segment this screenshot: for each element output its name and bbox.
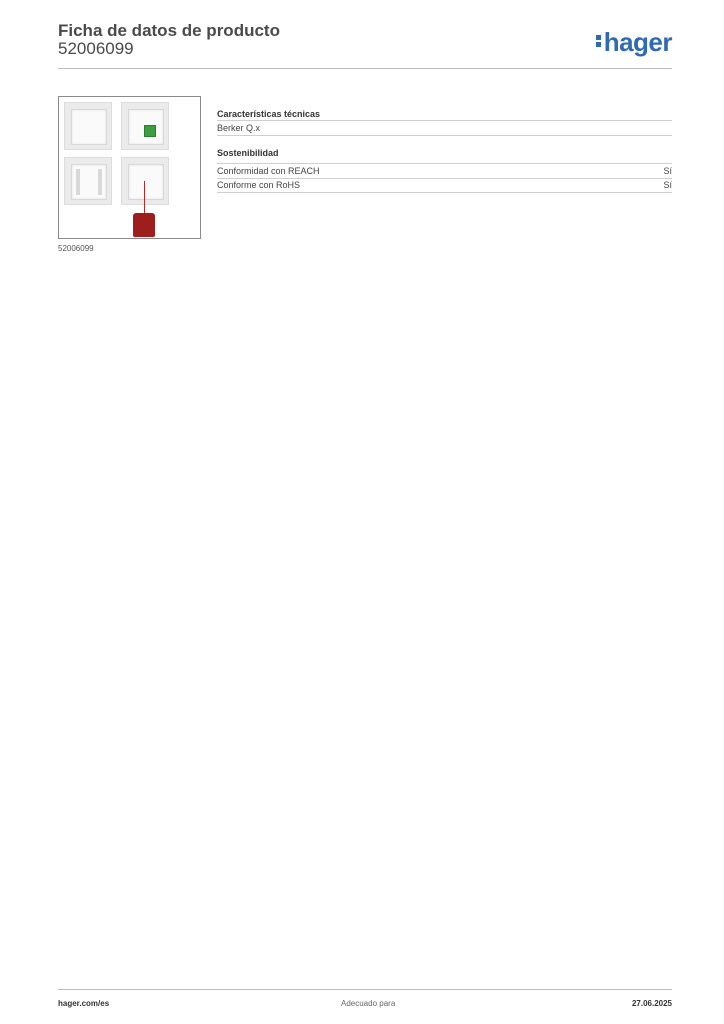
switch-plain-image bbox=[64, 102, 112, 150]
row-value: Sí bbox=[663, 180, 672, 190]
page-title: Ficha de datos de producto bbox=[58, 21, 280, 40]
logo-dots-icon bbox=[596, 33, 602, 49]
table-row bbox=[217, 178, 672, 193]
footer-date: 27.06.2025 bbox=[631, 999, 672, 1008]
pull-handle-icon bbox=[133, 213, 155, 237]
row-label: Conformidad con REACH bbox=[217, 166, 320, 176]
image-caption: 52006099 bbox=[58, 244, 94, 253]
switch-rocker-image bbox=[64, 157, 112, 205]
table-row bbox=[217, 164, 672, 179]
row-value: Sí bbox=[663, 166, 672, 176]
section-title-sustainability: Sostenibilidad bbox=[217, 148, 279, 158]
table-row bbox=[217, 121, 672, 136]
hager-logo bbox=[596, 27, 672, 57]
product-number: 52006099 bbox=[58, 39, 134, 58]
footer-website-link[interactable]: hager.com/es bbox=[58, 999, 110, 1008]
footer-suitable-for: Adecuado para bbox=[341, 999, 396, 1008]
section-title-technical: Características técnicas bbox=[217, 109, 321, 119]
switch-green-indicator-image bbox=[121, 102, 169, 150]
product-image bbox=[58, 96, 201, 239]
green-indicator-icon bbox=[144, 125, 156, 137]
row-label: Berker Q.x bbox=[217, 123, 261, 133]
row-label: Conforme con RoHS bbox=[217, 180, 301, 190]
pull-cord-switch-image bbox=[121, 157, 169, 205]
header-divider bbox=[58, 68, 672, 69]
logo-text: hager bbox=[603, 27, 672, 57]
footer-divider bbox=[58, 989, 672, 990]
